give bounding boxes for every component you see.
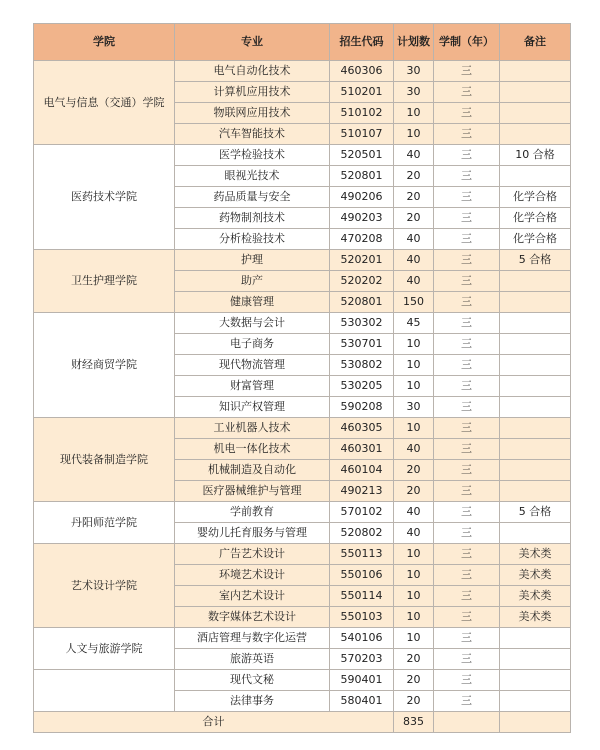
years-cell: 三 — [434, 418, 500, 439]
header-row — [34, 24, 571, 61]
note-cell: 美术类 — [500, 586, 571, 607]
note-cell — [500, 166, 571, 187]
major-cell: 汽车智能技术 — [175, 124, 330, 145]
code-cell: 550106 — [330, 565, 394, 586]
note-cell — [500, 439, 571, 460]
years-cell: 三 — [434, 187, 500, 208]
code-cell: 520501 — [330, 145, 394, 166]
plan-cell: 150 — [394, 292, 434, 313]
major-cell: 药品质量与安全 — [175, 187, 330, 208]
header-major: 专业 — [175, 24, 330, 61]
code-cell: 460301 — [330, 439, 394, 460]
years-cell: 三 — [434, 61, 500, 82]
note-cell: 化学合格 — [500, 229, 571, 250]
years-cell: 三 — [434, 145, 500, 166]
major-cell: 眼视光技术 — [175, 166, 330, 187]
code-cell: 550114 — [330, 586, 394, 607]
major-cell: 室内艺术设计 — [175, 586, 330, 607]
note-cell — [500, 271, 571, 292]
table-row — [34, 628, 571, 649]
plan-cell: 40 — [394, 502, 434, 523]
plan-cell: 45 — [394, 313, 434, 334]
years-cell: 三 — [434, 376, 500, 397]
header-years: 学制（年） — [434, 24, 500, 61]
major-cell: 环境艺术设计 — [175, 565, 330, 586]
major-cell: 物联网应用技术 — [175, 103, 330, 124]
note-cell — [500, 481, 571, 502]
years-cell: 三 — [434, 313, 500, 334]
major-cell: 机电一体化技术 — [175, 439, 330, 460]
code-cell: 510201 — [330, 82, 394, 103]
plan-cell: 10 — [394, 334, 434, 355]
major-cell: 数字媒体艺术设计 — [175, 607, 330, 628]
major-cell: 工业机器人技术 — [175, 418, 330, 439]
note-cell: 美术类 — [500, 607, 571, 628]
plan-cell: 20 — [394, 649, 434, 670]
major-cell: 婴幼儿托育服务与管理 — [175, 523, 330, 544]
code-cell: 520201 — [330, 250, 394, 271]
code-cell: 490213 — [330, 481, 394, 502]
code-cell: 460306 — [330, 61, 394, 82]
total-label: 合计 — [34, 712, 394, 733]
total-row — [34, 712, 571, 733]
plan-cell: 30 — [394, 397, 434, 418]
major-cell: 计算机应用技术 — [175, 82, 330, 103]
college-cell: 艺术设计学院 — [34, 544, 175, 628]
header-note: 备注 — [500, 24, 571, 61]
major-cell: 医学检验技术 — [175, 145, 330, 166]
code-cell: 570203 — [330, 649, 394, 670]
college-cell — [34, 670, 175, 712]
code-cell: 590401 — [330, 670, 394, 691]
years-cell: 三 — [434, 271, 500, 292]
code-cell: 510102 — [330, 103, 394, 124]
years-cell: 三 — [434, 103, 500, 124]
major-cell: 知识产权管理 — [175, 397, 330, 418]
years-cell: 三 — [434, 229, 500, 250]
code-cell: 510107 — [330, 124, 394, 145]
header-plan: 计划数 — [394, 24, 434, 61]
total-years-empty — [434, 712, 500, 733]
note-cell: 5 合格 — [500, 250, 571, 271]
years-cell: 三 — [434, 166, 500, 187]
plan-cell: 10 — [394, 376, 434, 397]
code-cell: 550103 — [330, 607, 394, 628]
note-cell — [500, 460, 571, 481]
years-cell: 三 — [434, 565, 500, 586]
major-cell: 医疗器械维护与管理 — [175, 481, 330, 502]
major-cell: 大数据与会计 — [175, 313, 330, 334]
code-cell: 590208 — [330, 397, 394, 418]
note-cell — [500, 61, 571, 82]
major-cell: 学前教育 — [175, 502, 330, 523]
plan-cell: 30 — [394, 82, 434, 103]
note-cell — [500, 82, 571, 103]
major-cell: 助产 — [175, 271, 330, 292]
years-cell: 三 — [434, 82, 500, 103]
plan-cell: 20 — [394, 208, 434, 229]
code-cell: 540106 — [330, 628, 394, 649]
table-body — [34, 61, 571, 733]
note-cell — [500, 313, 571, 334]
plan-cell: 20 — [394, 670, 434, 691]
table-row — [34, 145, 571, 166]
major-cell: 护理 — [175, 250, 330, 271]
note-cell: 化学合格 — [500, 187, 571, 208]
plan-cell: 40 — [394, 439, 434, 460]
major-cell: 酒店管理与数字化运营 — [175, 628, 330, 649]
major-cell: 法律事务 — [175, 691, 330, 712]
years-cell: 三 — [434, 439, 500, 460]
code-cell: 520202 — [330, 271, 394, 292]
years-cell: 三 — [434, 691, 500, 712]
code-cell: 470208 — [330, 229, 394, 250]
plan-cell: 30 — [394, 61, 434, 82]
note-cell: 美术类 — [500, 544, 571, 565]
major-cell: 药物制剂技术 — [175, 208, 330, 229]
years-cell: 三 — [434, 208, 500, 229]
plan-cell: 40 — [394, 250, 434, 271]
enrollment-table-container — [33, 23, 571, 733]
code-cell: 520802 — [330, 523, 394, 544]
years-cell: 三 — [434, 628, 500, 649]
code-cell: 460305 — [330, 418, 394, 439]
college-cell: 财经商贸学院 — [34, 313, 175, 418]
code-cell: 460104 — [330, 460, 394, 481]
plan-cell: 10 — [394, 586, 434, 607]
code-cell: 530701 — [330, 334, 394, 355]
years-cell: 三 — [434, 544, 500, 565]
major-cell: 广告艺术设计 — [175, 544, 330, 565]
note-cell — [500, 691, 571, 712]
table-row — [34, 670, 571, 691]
total-plan: 835 — [394, 712, 434, 733]
code-cell: 490206 — [330, 187, 394, 208]
code-cell: 520801 — [330, 166, 394, 187]
code-cell: 490203 — [330, 208, 394, 229]
note-cell: 化学合格 — [500, 208, 571, 229]
note-cell — [500, 649, 571, 670]
years-cell: 三 — [434, 586, 500, 607]
plan-cell: 20 — [394, 460, 434, 481]
major-cell: 机械制造及自动化 — [175, 460, 330, 481]
college-cell: 丹阳师范学院 — [34, 502, 175, 544]
college-cell: 现代装备制造学院 — [34, 418, 175, 502]
table-row — [34, 313, 571, 334]
years-cell: 三 — [434, 397, 500, 418]
note-cell: 10 合格 — [500, 145, 571, 166]
major-cell: 现代物流管理 — [175, 355, 330, 376]
years-cell: 三 — [434, 292, 500, 313]
plan-cell: 10 — [394, 124, 434, 145]
enrollment-plan-table — [33, 23, 571, 733]
years-cell: 三 — [434, 124, 500, 145]
code-cell: 550113 — [330, 544, 394, 565]
header-code: 招生代码 — [330, 24, 394, 61]
plan-cell: 40 — [394, 271, 434, 292]
years-cell: 三 — [434, 502, 500, 523]
table-row — [34, 418, 571, 439]
plan-cell: 40 — [394, 145, 434, 166]
plan-cell: 10 — [394, 418, 434, 439]
plan-cell: 10 — [394, 103, 434, 124]
code-cell: 520801 — [330, 292, 394, 313]
plan-cell: 10 — [394, 355, 434, 376]
note-cell — [500, 628, 571, 649]
note-cell — [500, 334, 571, 355]
years-cell: 三 — [434, 250, 500, 271]
note-cell — [500, 670, 571, 691]
plan-cell: 10 — [394, 565, 434, 586]
code-cell: 530205 — [330, 376, 394, 397]
total-note-empty — [500, 712, 571, 733]
plan-cell: 40 — [394, 229, 434, 250]
major-cell: 电子商务 — [175, 334, 330, 355]
table-row — [34, 61, 571, 82]
major-cell: 分析检验技术 — [175, 229, 330, 250]
college-cell: 电气与信息（交通）学院 — [34, 61, 175, 145]
table-row — [34, 250, 571, 271]
years-cell: 三 — [434, 670, 500, 691]
note-cell — [500, 124, 571, 145]
college-cell: 人文与旅游学院 — [34, 628, 175, 670]
header-college: 学院 — [34, 24, 175, 61]
note-cell — [500, 355, 571, 376]
years-cell: 三 — [434, 607, 500, 628]
college-cell: 卫生护理学院 — [34, 250, 175, 313]
note-cell: 5 合格 — [500, 502, 571, 523]
years-cell: 三 — [434, 481, 500, 502]
years-cell: 三 — [434, 523, 500, 544]
table-row — [34, 502, 571, 523]
code-cell: 570102 — [330, 502, 394, 523]
note-cell — [500, 292, 571, 313]
major-cell: 电气自动化技术 — [175, 61, 330, 82]
plan-cell: 20 — [394, 691, 434, 712]
note-cell — [500, 103, 571, 124]
plan-cell: 20 — [394, 166, 434, 187]
years-cell: 三 — [434, 460, 500, 481]
note-cell — [500, 523, 571, 544]
plan-cell: 10 — [394, 607, 434, 628]
note-cell — [500, 397, 571, 418]
code-cell: 530802 — [330, 355, 394, 376]
years-cell: 三 — [434, 649, 500, 670]
table-row — [34, 544, 571, 565]
plan-cell: 40 — [394, 523, 434, 544]
plan-cell: 20 — [394, 187, 434, 208]
note-cell — [500, 418, 571, 439]
major-cell: 现代文秘 — [175, 670, 330, 691]
college-cell: 医药技术学院 — [34, 145, 175, 250]
major-cell: 健康管理 — [175, 292, 330, 313]
plan-cell: 10 — [394, 628, 434, 649]
plan-cell: 20 — [394, 481, 434, 502]
years-cell: 三 — [434, 334, 500, 355]
code-cell: 530302 — [330, 313, 394, 334]
years-cell: 三 — [434, 355, 500, 376]
plan-cell: 10 — [394, 544, 434, 565]
code-cell: 580401 — [330, 691, 394, 712]
major-cell: 旅游英语 — [175, 649, 330, 670]
major-cell: 财富管理 — [175, 376, 330, 397]
note-cell: 美术类 — [500, 565, 571, 586]
note-cell — [500, 376, 571, 397]
